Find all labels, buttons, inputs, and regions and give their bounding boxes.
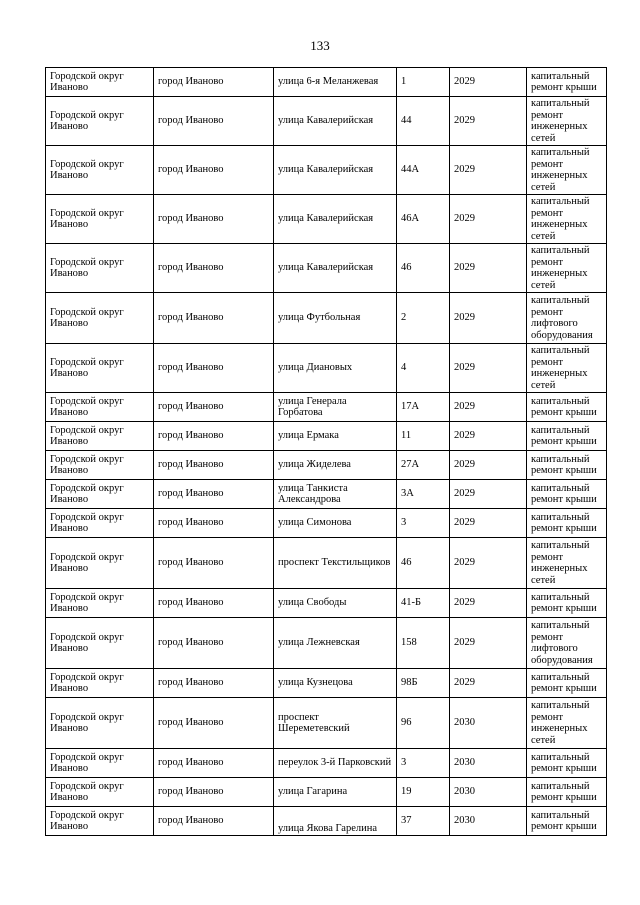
house-number-cell: 46 (397, 244, 450, 293)
table-row (46, 146, 607, 195)
year-cell: 2029 (450, 68, 527, 97)
year-cell: 2029 (450, 97, 527, 146)
work-type-cell: капитальный ремонт инженерных сетей (527, 244, 607, 293)
year-cell: 2029 (450, 344, 527, 393)
street-cell: улица Кавалерийская (274, 195, 397, 244)
table-row (46, 393, 607, 422)
district-cell: Городской округ Иваново (46, 244, 154, 293)
year-cell: 2029 (450, 618, 527, 669)
district-cell: Городской округ Иваново (46, 778, 154, 807)
district-cell: Городской округ Иваново (46, 618, 154, 669)
work-type-cell: капитальный ремонт крыши (527, 422, 607, 451)
district-cell: Городской округ Иваново (46, 68, 154, 97)
table-row (46, 244, 607, 293)
street-cell: улица Генерала Горбатова (274, 393, 397, 422)
year-cell: 2030 (450, 698, 527, 749)
work-type-cell: капитальный ремонт крыши (527, 807, 607, 836)
house-number-cell: 46 (397, 538, 450, 589)
city-cell: город Иваново (154, 618, 274, 669)
year-cell: 2030 (450, 807, 527, 836)
city-cell: город Иваново (154, 146, 274, 195)
street-cell: улица Лежневская (274, 618, 397, 669)
house-number-cell: 44А (397, 146, 450, 195)
table-row (46, 480, 607, 509)
street-cell: улица Диановых (274, 344, 397, 393)
house-number-cell: 3А (397, 480, 450, 509)
year-cell: 2029 (450, 393, 527, 422)
city-cell: город Иваново (154, 538, 274, 589)
work-type-cell: капитальный ремонт инженерных сетей (527, 195, 607, 244)
city-cell: город Иваново (154, 195, 274, 244)
city-cell: город Иваново (154, 422, 274, 451)
table-row (46, 698, 607, 749)
district-cell: Городской округ Иваново (46, 344, 154, 393)
work-type-cell: капитальный ремонт инженерных сетей (527, 97, 607, 146)
city-cell: город Иваново (154, 344, 274, 393)
city-cell: город Иваново (154, 244, 274, 293)
city-cell: город Иваново (154, 749, 274, 778)
house-number-cell: 4 (397, 344, 450, 393)
street-cell: переулок 3-й Парковский (274, 749, 397, 778)
district-cell: Городской округ Иваново (46, 509, 154, 538)
table-row (46, 669, 607, 698)
street-cell: улица Футбольная (274, 293, 397, 344)
city-cell: город Иваново (154, 698, 274, 749)
street-cell: улица Ермака (274, 422, 397, 451)
year-cell: 2029 (450, 589, 527, 618)
street-cell: улица Кавалерийская (274, 146, 397, 195)
work-type-cell: капитальный ремонт крыши (527, 509, 607, 538)
work-type-cell: капитальный ремонт лифтового оборудования (527, 293, 607, 344)
street-cell: улица Кавалерийская (274, 97, 397, 146)
house-number-cell: 3 (397, 749, 450, 778)
year-cell: 2029 (450, 669, 527, 698)
work-type-cell: капитальный ремонт крыши (527, 393, 607, 422)
house-number-cell: 17А (397, 393, 450, 422)
table-row (46, 195, 607, 244)
street-cell: улица Кавалерийская (274, 244, 397, 293)
district-cell: Городской округ Иваново (46, 807, 154, 836)
street-cell: проспект Шереметевский (274, 698, 397, 749)
city-cell: город Иваново (154, 778, 274, 807)
house-number-cell: 11 (397, 422, 450, 451)
street-cell: улица Симонова (274, 509, 397, 538)
street-cell: проспект Текстильщиков (274, 538, 397, 589)
district-cell: Городской округ Иваново (46, 749, 154, 778)
housing-repair-table (45, 67, 607, 836)
house-number-cell: 41-Б (397, 589, 450, 618)
house-number-cell: 98Б (397, 669, 450, 698)
work-type-cell: капитальный ремонт крыши (527, 68, 607, 97)
house-number-cell: 19 (397, 778, 450, 807)
house-number-cell: 158 (397, 618, 450, 669)
work-type-cell: капитальный ремонт инженерных сетей (527, 698, 607, 749)
house-number-cell: 3 (397, 509, 450, 538)
year-cell: 2030 (450, 778, 527, 807)
work-type-cell: капитальный ремонт лифтового оборудования (527, 618, 607, 669)
district-cell: Городской округ Иваново (46, 451, 154, 480)
year-cell: 2029 (450, 293, 527, 344)
page-number: 133 (310, 38, 330, 53)
table-row (46, 749, 607, 778)
table-row (46, 589, 607, 618)
city-cell: город Иваново (154, 669, 274, 698)
city-cell: город Иваново (154, 97, 274, 146)
district-cell: Городской округ Иваново (46, 589, 154, 618)
city-cell: город Иваново (154, 68, 274, 97)
year-cell: 2030 (450, 749, 527, 778)
street-cell: улица Танкиста Александрова (274, 480, 397, 509)
house-number-cell: 27А (397, 451, 450, 480)
year-cell: 2029 (450, 509, 527, 538)
house-number-cell: 96 (397, 698, 450, 749)
work-type-cell: капитальный ремонт крыши (527, 669, 607, 698)
year-cell: 2029 (450, 480, 527, 509)
house-number-cell: 44 (397, 97, 450, 146)
work-type-cell: капитальный ремонт крыши (527, 480, 607, 509)
city-cell: город Иваново (154, 509, 274, 538)
table-body (46, 68, 607, 836)
city-cell: город Иваново (154, 807, 274, 836)
street-cell: улица Жиделева (274, 451, 397, 480)
work-type-cell: капитальный ремонт инженерных сетей (527, 344, 607, 393)
house-number-cell: 46А (397, 195, 450, 244)
work-type-cell: капитальный ремонт крыши (527, 589, 607, 618)
table-row (46, 344, 607, 393)
district-cell: Городской округ Иваново (46, 97, 154, 146)
table-row (46, 451, 607, 480)
work-type-cell: капитальный ремонт инженерных сетей (527, 146, 607, 195)
work-type-cell: капитальный ремонт крыши (527, 778, 607, 807)
table-row (46, 618, 607, 669)
district-cell: Городской округ Иваново (46, 538, 154, 589)
table-row (46, 97, 607, 146)
district-cell: Городской округ Иваново (46, 293, 154, 344)
street-cell: улица Якова Гарелина (274, 807, 397, 836)
house-number-cell: 2 (397, 293, 450, 344)
house-number-cell: 37 (397, 807, 450, 836)
work-type-cell: капитальный ремонт инженерных сетей (527, 538, 607, 589)
year-cell: 2029 (450, 538, 527, 589)
work-type-cell: капитальный ремонт крыши (527, 749, 607, 778)
district-cell: Городской округ Иваново (46, 698, 154, 749)
city-cell: город Иваново (154, 451, 274, 480)
table-row (46, 422, 607, 451)
street-cell: улица 6-я Меланжевая (274, 68, 397, 97)
street-cell: улица Кузнецова (274, 669, 397, 698)
district-cell: Городской округ Иваново (46, 146, 154, 195)
city-cell: город Иваново (154, 393, 274, 422)
district-cell: Городской округ Иваново (46, 195, 154, 244)
table-row (46, 778, 607, 807)
table-row (46, 68, 607, 97)
year-cell: 2029 (450, 146, 527, 195)
district-cell: Городской округ Иваново (46, 393, 154, 422)
table-row (46, 538, 607, 589)
year-cell: 2029 (450, 244, 527, 293)
district-cell: Городской округ Иваново (46, 480, 154, 509)
city-cell: город Иваново (154, 293, 274, 344)
year-cell: 2029 (450, 451, 527, 480)
district-cell: Городской округ Иваново (46, 422, 154, 451)
work-type-cell: капитальный ремонт крыши (527, 451, 607, 480)
table-row (46, 509, 607, 538)
table-row (46, 807, 607, 836)
year-cell: 2029 (450, 422, 527, 451)
house-number-cell: 1 (397, 68, 450, 97)
street-cell: улица Гагарина (274, 778, 397, 807)
year-cell: 2029 (450, 195, 527, 244)
district-cell: Городской округ Иваново (46, 669, 154, 698)
table-row (46, 293, 607, 344)
city-cell: город Иваново (154, 589, 274, 618)
street-cell: улица Свободы (274, 589, 397, 618)
city-cell: город Иваново (154, 480, 274, 509)
